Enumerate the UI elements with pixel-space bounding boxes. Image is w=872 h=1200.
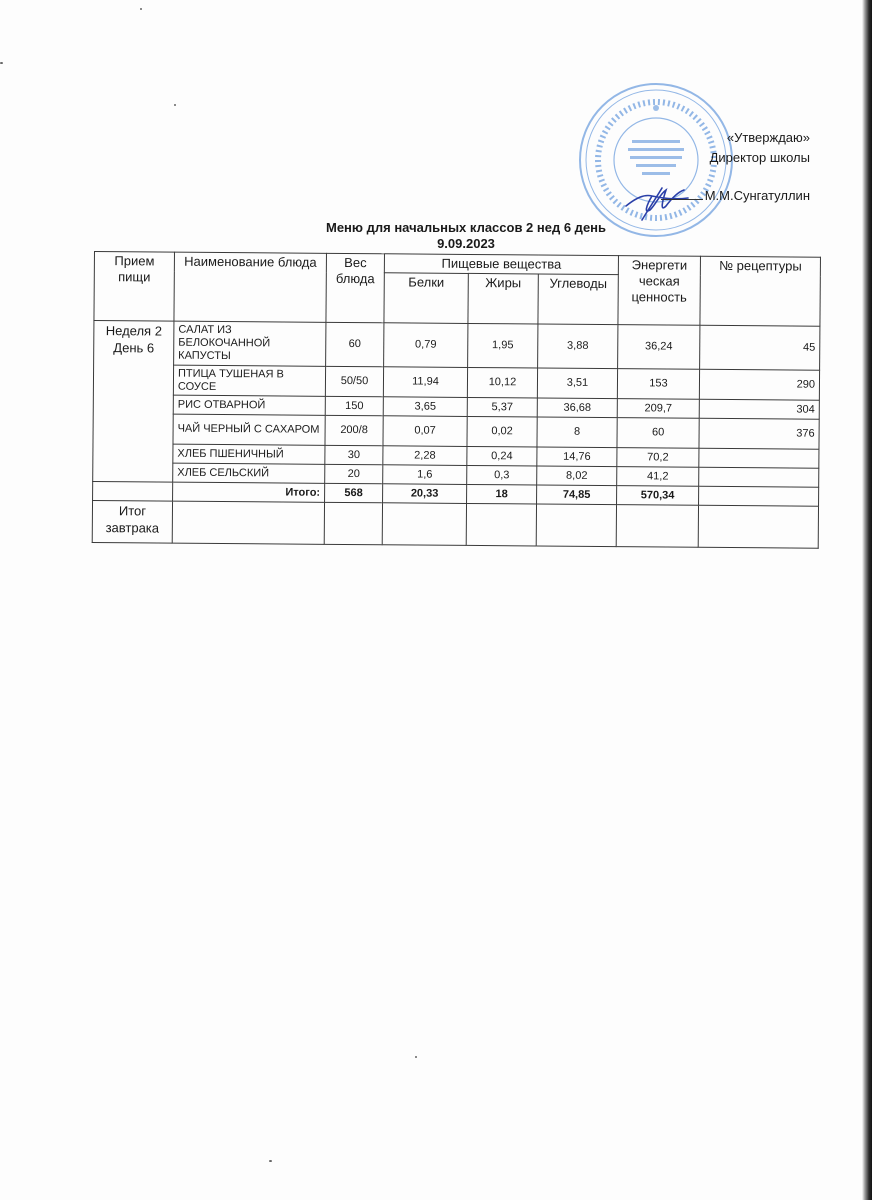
scan-speck: [415, 1056, 417, 1058]
header-protein: Белки: [384, 273, 468, 324]
title-date: 9.09.2023: [437, 236, 495, 251]
dish-weight: 150: [325, 396, 383, 415]
dish-fat: 0,02: [467, 416, 537, 447]
dish-name: ХЛЕБ СЕЛЬСКИЙ: [173, 463, 325, 483]
dish-weight: 30: [325, 445, 383, 464]
empty-cell: [536, 504, 616, 547]
header-fat: Жиры: [468, 273, 538, 324]
dish-recipe: [699, 448, 819, 468]
dish-name: САЛАТ ИЗ БЕЛОКОЧАННОЙ КАПУСТЫ: [174, 321, 326, 366]
page-title: [280, 220, 652, 252]
dish-fat: 10,12: [467, 367, 537, 398]
approval-block: [640, 128, 810, 206]
dish-weight: 50/50: [325, 366, 383, 396]
dish-recipe: [699, 467, 819, 487]
dish-energy: 36,24: [618, 325, 700, 370]
director-signature-line: [640, 186, 810, 206]
dish-name: ХЛЕБ ПШЕНИЧНЫЙ: [173, 444, 325, 464]
dish-protein: 0,79: [384, 323, 468, 368]
dish-name: ЧАЙ ЧЕРНЫЙ С САХАРОМ: [173, 414, 325, 445]
dish-carbs: 3,88: [538, 324, 618, 369]
dish-energy: 209,7: [617, 399, 699, 419]
dish-protein: 1,6: [383, 465, 467, 485]
empty-cell: [698, 505, 818, 548]
dish-carbs: 3,51: [537, 368, 617, 399]
total-fat: 18: [467, 484, 537, 504]
scan-speck: [140, 8, 142, 10]
total-carbs: 74,85: [537, 485, 617, 505]
dish-carbs: 36,68: [537, 398, 617, 418]
header-carbs: Углеводы: [538, 274, 618, 325]
director-name: М.М.Сунгатуллин: [704, 188, 810, 203]
dish-protein: 2,28: [383, 446, 467, 466]
title-line-1: Меню для начальных классов 2 нед 6 день: [325, 220, 607, 235]
scan-speck: [0, 62, 3, 64]
menu-table: [92, 251, 821, 549]
scan-speck: [174, 104, 176, 106]
dish-recipe: 45: [700, 325, 820, 370]
header-energy: Энергети ческая ценность: [618, 256, 701, 326]
dish-energy: 70,2: [617, 448, 699, 468]
dish-fat: 0,24: [467, 446, 537, 466]
dish-energy: 41,2: [617, 467, 699, 487]
dish-fat: 0,3: [467, 465, 537, 485]
table-row: [94, 321, 820, 371]
total-empty-cell: [93, 481, 173, 501]
signature-underline: [661, 199, 703, 200]
empty-cell: [324, 502, 382, 544]
dish-recipe: 304: [699, 399, 819, 419]
header-weight: Вес блюда: [326, 253, 385, 322]
total-weight: 568: [325, 483, 383, 502]
empty-cell: [382, 503, 466, 546]
header-nutrients: Пищевые вещества: [384, 254, 618, 275]
dish-weight: 60: [326, 322, 384, 366]
dish-energy: 60: [617, 418, 699, 449]
dish-protein: 3,65: [383, 397, 467, 417]
dish-weight: 20: [325, 464, 383, 483]
dish-protein: 11,94: [383, 367, 467, 398]
dish-name: ПТИЦА ТУШЕНАЯ В СОУСЕ: [173, 365, 325, 396]
dish-carbs: 8,02: [537, 466, 617, 486]
dish-fat: 5,37: [467, 397, 537, 417]
breakfast-total-row: [92, 500, 818, 548]
header-recipe: № рецептуры: [700, 256, 821, 326]
total-protein: 20,33: [383, 484, 467, 504]
total-energy: 570,34: [617, 486, 699, 506]
dish-carbs: 8: [537, 417, 617, 448]
scan-edge: [862, 0, 872, 1200]
dish-protein: 0,07: [383, 416, 467, 447]
header-dish: Наименование блюда: [174, 252, 327, 322]
empty-cell: [466, 503, 536, 546]
director-position: Директор школы: [709, 150, 810, 165]
dish-recipe: 290: [699, 369, 819, 400]
total-recipe-empty: [699, 486, 819, 506]
breakfast-total-label: Итог завтрака: [92, 500, 172, 543]
approval-heading: «Утверждаю»: [726, 130, 810, 145]
dish-recipe: 376: [699, 418, 819, 449]
empty-cell: [172, 501, 324, 544]
dish-weight: 200/8: [325, 415, 383, 445]
dish-fat: 1,95: [468, 323, 538, 368]
empty-cell: [616, 505, 698, 548]
scan-speck: [269, 1160, 272, 1162]
meal-label: Неделя 2 День 6: [93, 321, 174, 483]
total-label: Итого:: [173, 482, 325, 502]
dish-energy: 153: [617, 369, 699, 400]
dish-carbs: 14,76: [537, 447, 617, 467]
dish-name: РИС ОТВАРНОЙ: [173, 395, 325, 415]
header-meal: Прием пищи: [94, 252, 175, 322]
